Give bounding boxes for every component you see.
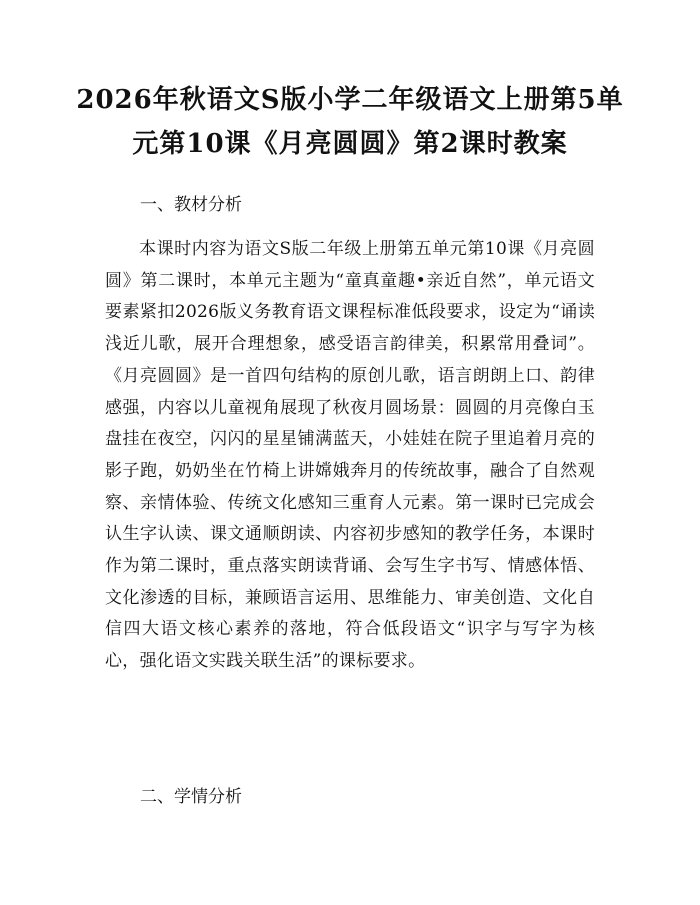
section-heading-teaching-material-analysis: 一、教材分析 (140, 195, 242, 215)
section-paragraph-teaching-material-analysis: 本课时内容为语文S版二年级上册第五单元第10课《月亮圆圆》第二课时，本单元主题为“童真童趣•亲近自然”，单元语文要素紧扣2026版义务教育语文课程标准低段要求，设定为“诵读浅近儿歌，展开合理想象，感受语言韵律美，积累常用叠词”。《月亮圆圆》是一首四句结构的原创儿歌，语言朗朗上口、韵律感强，内容以儿童视角展现了秋夜月圆场景：圆圆的月亮像白玉盘挂在夜空，闪闪的星星铺满蓝天，小娃娃在院子里追着月亮的影子跑，奶奶坐在竹椅上讲嫦娥奔月的传统故事，融合了自然观察、亲情体验、传统文化感知三重育人元素。第一课时已完成会认生字认读、课文通顺朗读、内容初步感知的教学任务，本课时作为第二课时，重点落实朗读背诵、会写生字书写、情感体悟、文化渗透的目标，兼顾语言运用、思维能力、审美创造、文化自信四大语文核心素养的落地，符合低段语文“识字与写字为核心，强化语文实践关联生活”的课标要求。 (105, 239, 595, 672)
document-title: 2026年秋语文S版小学二年级语文上册第5单元第10课《月亮圆圆》第2课时教案 (76, 85, 624, 159)
section-heading-student-analysis: 二、学情分析 (140, 787, 242, 807)
